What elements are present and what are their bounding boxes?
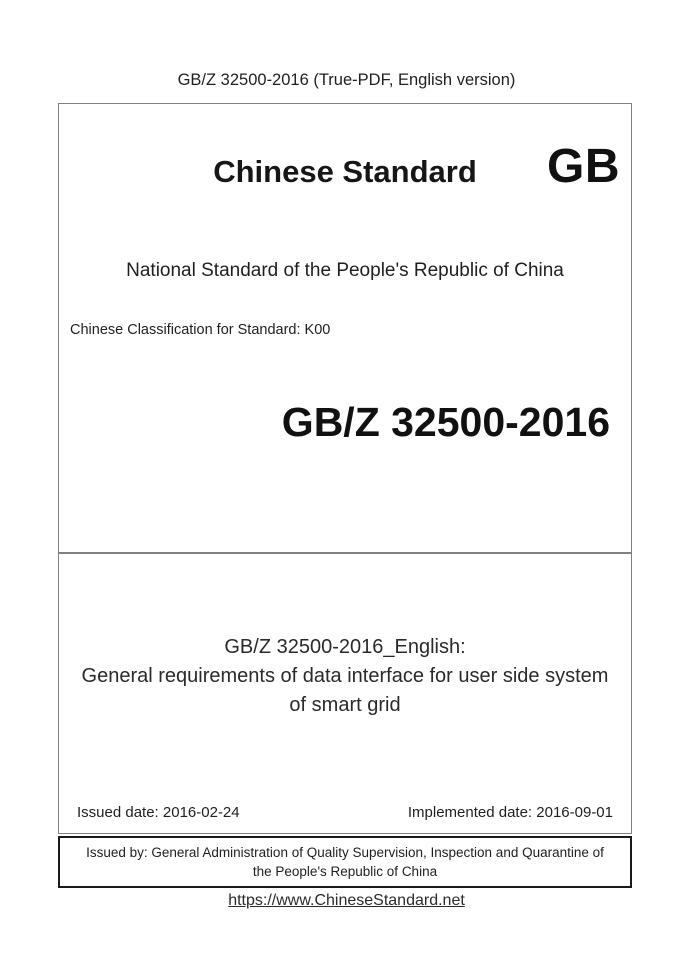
standard-title-line-3: of smart grid <box>289 694 401 716</box>
implemented-date: Implemented date: 2016-09-01 <box>407 804 613 821</box>
issuer-line-1: Issued by: General Administration of Quality Supervision, Inspection and Quarantine of <box>86 845 604 860</box>
issuer-line-2: the People's Republic of China <box>252 864 438 879</box>
issuer-box <box>58 836 632 888</box>
section-divider <box>59 552 631 554</box>
footer <box>0 891 693 910</box>
standard-title-line-1: GB/Z 32500-2016_English: <box>224 636 466 658</box>
standard-code: GB/Z 32500-2016 <box>281 399 610 445</box>
page-header-title: GB/Z 32500-2016 (True-PDF, English version) <box>177 71 516 89</box>
brand-title: Chinese Standard <box>213 154 477 189</box>
cover-box <box>58 103 632 834</box>
issued-date: Issued date: 2016-02-24 <box>77 804 240 821</box>
standard-title-line-2: General requirements of data interface for user side system <box>81 665 609 687</box>
footer-link[interactable]: https://www.ChineseStandard.net <box>228 892 465 909</box>
dates-row <box>77 804 613 822</box>
classification-line: Chinese Classification for Standard: K00 <box>70 322 331 338</box>
national-standard-line: National Standard of the People's Republic of China <box>126 260 564 281</box>
gb-logo: GB <box>547 140 620 193</box>
standard-title-block <box>59 633 631 720</box>
